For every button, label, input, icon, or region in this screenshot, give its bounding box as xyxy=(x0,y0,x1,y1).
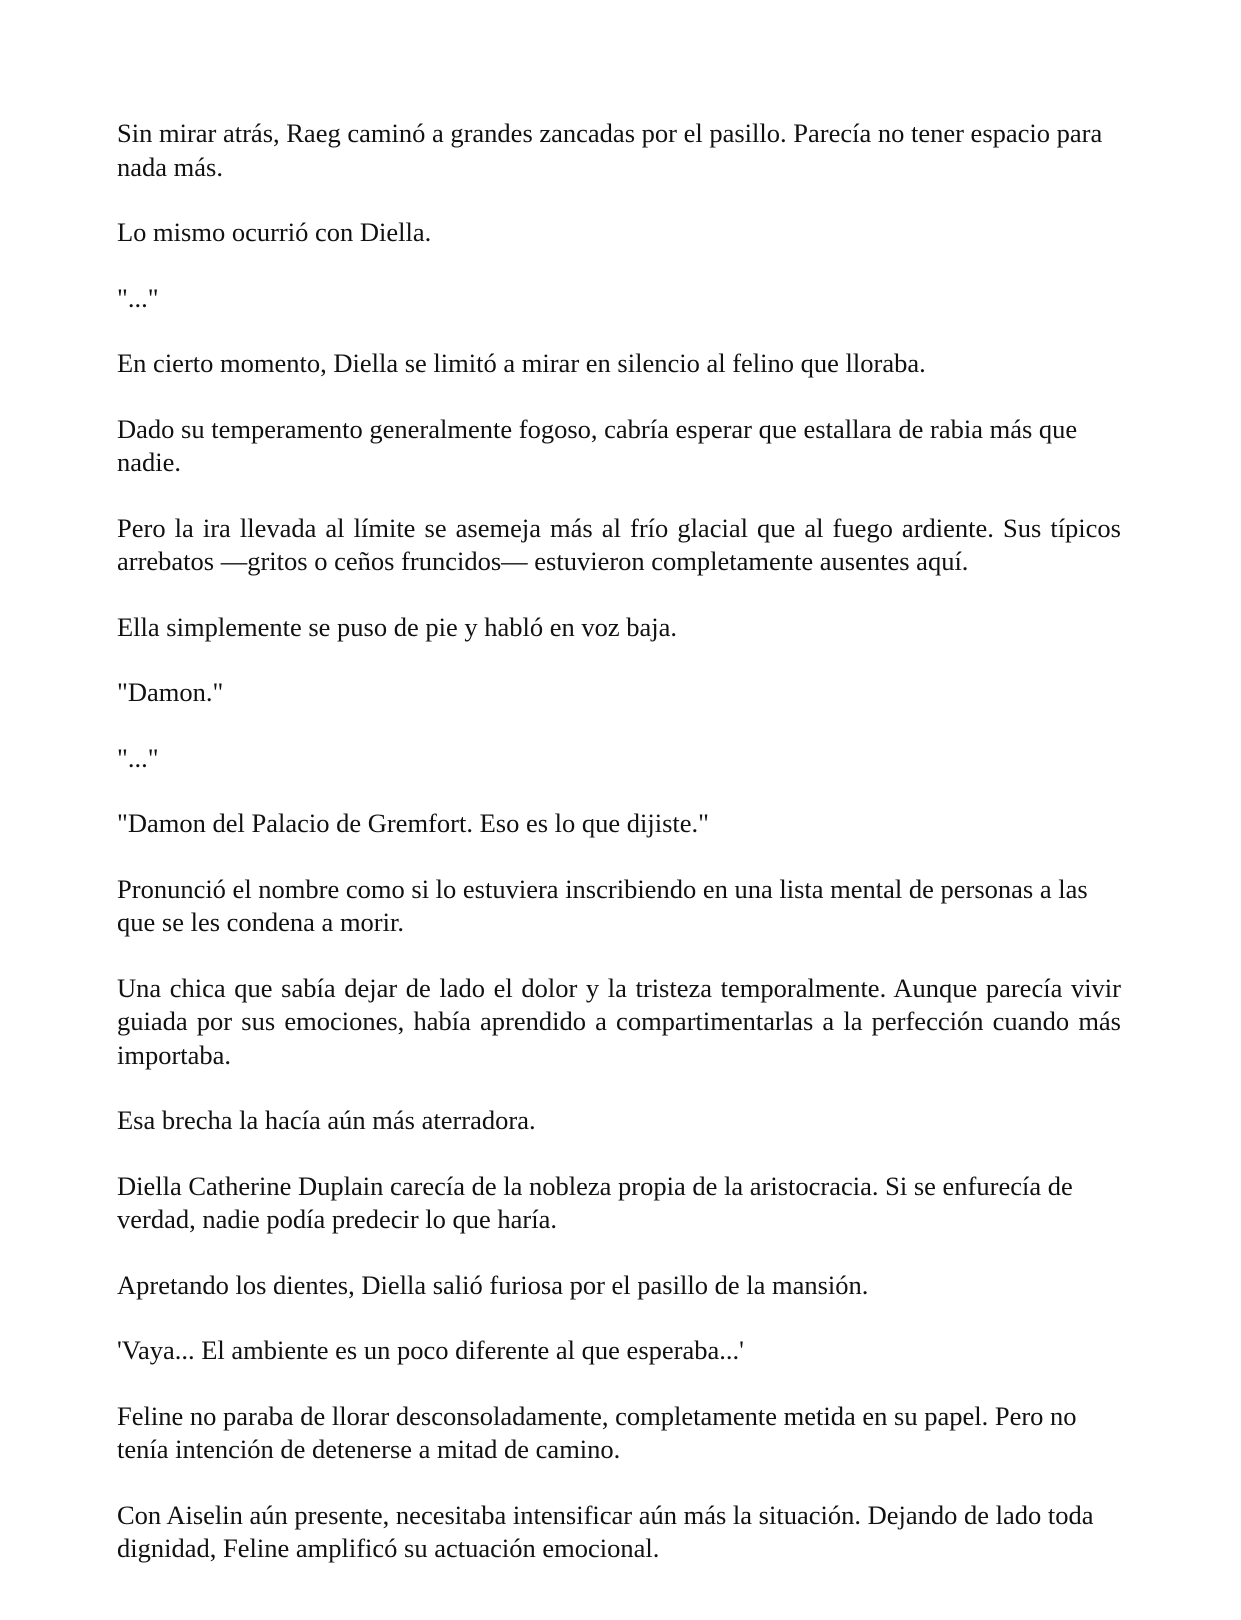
paragraph: Esa brecha la hacía aún más aterradora. xyxy=(117,1105,536,1135)
paragraph: Con Aiselin aún presente, necesitaba intensificar aún más la situación. Dejando de lado toda dignidad, Feline amplificó su actuación emocional. xyxy=(117,1499,1094,1563)
paragraph: En cierto momento, Diella se limitó a mirar en silencio al felino que lloraba. xyxy=(117,348,926,378)
paragraph: Ella simplemente se puso de pie y habló en voz baja. xyxy=(117,611,678,642)
paragraph: "Damon." xyxy=(117,677,224,707)
paragraph: Pero la ira llevada al límite se asemeja más al frío glacial que al fuego ardiente. Sus típicos arrebatos —gritos o ceños fruncidos— estuvieron completamente ausentes aquí. xyxy=(117,512,1121,576)
paragraph: Dado su temperamento generalmente fogoso, cabría esperar que estallara de rabia más que nadie. xyxy=(117,413,1078,477)
paragraph: Lo mismo ocurrió con Diella. xyxy=(117,217,432,247)
paragraph: "..." xyxy=(117,282,159,313)
paragraph: "..." xyxy=(117,742,159,773)
paragraph: Una chica que sabía dejar de lado el dolor y la tristeza temporalmente. Aunque parecía vivir guiada por sus emociones, había aprendido a compartimentarlas a la perfección cuando más importaba. xyxy=(117,972,1121,1070)
document-body xyxy=(117,117,1121,1598)
paragraph: Feline no paraba de llorar desconsoladamente, completamente metida en su papel. Pero no tenía intención de detenerse a mitad de camino. xyxy=(117,1400,1077,1464)
paragraph: Pronunció el nombre como si lo estuviera inscribiendo en una lista mental de personas a las que se les condena a morir. xyxy=(117,873,1088,937)
paragraph: Sin mirar atrás, Raeg caminó a grandes zancadas por el pasillo. Parecía no tener espacio para nada más. xyxy=(117,118,1103,182)
paragraph: "Damon del Palacio de Gremfort. Eso es lo que dijiste." xyxy=(117,808,709,838)
paragraph: Apretando los dientes, Diella salió furiosa por el pasillo de la mansión. xyxy=(117,1269,869,1300)
paragraph: Diella Catherine Duplain carecía de la nobleza propia de la aristocracia. Si se enfurecía de verdad, nadie podía predecir lo que haría. xyxy=(117,1170,1073,1234)
paragraph: 'Vaya... El ambiente es un poco diferente al que esperaba...' xyxy=(117,1335,744,1365)
